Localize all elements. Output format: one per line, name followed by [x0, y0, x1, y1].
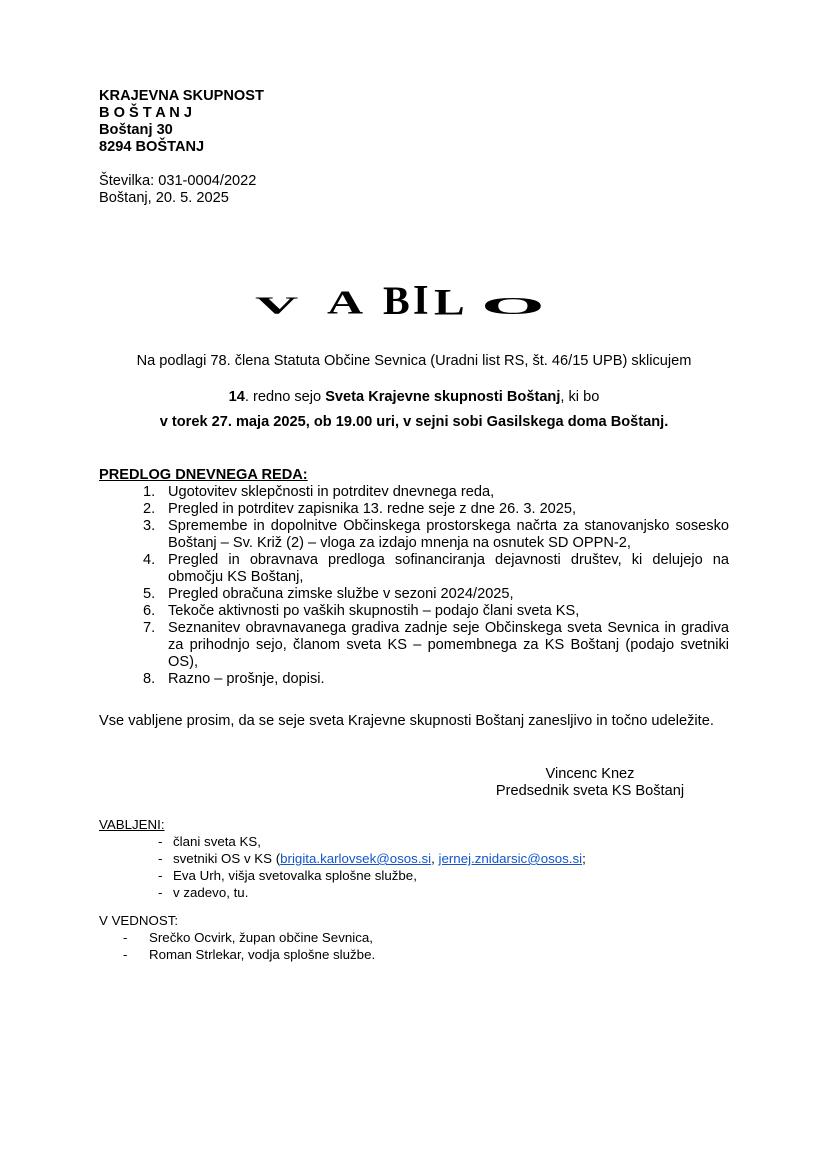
item-number: 5. — [143, 586, 156, 602]
agenda-list — [99, 484, 729, 688]
session-line — [99, 389, 729, 406]
invited-heading: VABLJENI: — [99, 817, 165, 832]
item-number: 4. — [143, 552, 156, 568]
signatory-name: Vincenc Knez — [545, 766, 635, 782]
sender-block — [99, 88, 264, 207]
item-number: 1. — [143, 484, 156, 500]
separator: , — [431, 851, 439, 866]
agenda-item — [99, 671, 729, 688]
item-text: Ugotovitev sklepčnosti in potrditev dnevnega reda, — [168, 484, 495, 500]
agenda — [99, 467, 729, 688]
item-number: 7. — [143, 620, 156, 636]
cc-item — [99, 946, 375, 963]
item-number: 6. — [143, 603, 156, 619]
email-link[interactable]: jernej.znidarsic@osos.si — [438, 851, 583, 866]
agenda-item — [99, 552, 729, 586]
signature-block — [470, 766, 710, 800]
item-text: Razno – prošnje, dopisi. — [168, 671, 325, 687]
agenda-item — [99, 603, 729, 620]
title-letter: O — [481, 292, 545, 320]
org-postal: 8294 BOŠTANJ — [99, 139, 205, 155]
item-text: Pregled obračuna zimske službe v sezoni 2024/2025, — [168, 586, 514, 602]
dash-bullet: - — [123, 947, 128, 962]
title-letter: L — [434, 282, 465, 322]
agenda-item — [99, 484, 729, 501]
intro-line: Na podlagi 78. člena Statuta Občine Sevnica (Uradni list RS, št. 46/15 UPB) sklicujem — [136, 353, 692, 369]
punctuation: ; — [582, 851, 586, 866]
item-text: Tekoče aktivnosti po vaških skupnostih – podajo člani sveta KS, — [168, 603, 580, 619]
title-letter: A — [327, 284, 364, 322]
dash-bullet: - — [158, 885, 163, 900]
agenda-item — [99, 501, 729, 518]
agenda-item — [99, 518, 729, 552]
dash-bullet: - — [123, 930, 128, 945]
org-name: KRAJEVNA SKUPNOST — [99, 88, 264, 104]
title-letter: V — [255, 291, 299, 319]
invited-item — [99, 867, 586, 884]
dash-bullet: - — [158, 834, 163, 849]
title-letter: B — [383, 278, 410, 322]
invited-section — [99, 816, 586, 901]
org-place: B O Š T A N J — [99, 105, 192, 121]
item-text: Spremembe in dopolnitve Občinskega prostorskega načrta za stanovanjsko sosesko Boštanj – Sv. Križ (2) – vloga za izdajo mnenja na osnutek SD OPPN-2, — [168, 518, 729, 551]
title-letter: I — [413, 276, 429, 322]
meeting-datetime-place: v torek 27. maja 2025, ob 19.00 uri, v sejni sobi Gasilskega doma Boštanj. — [159, 414, 669, 430]
item-number: 2. — [143, 501, 156, 517]
session-number: 14 — [228, 389, 245, 405]
cc-section — [99, 912, 375, 963]
item-text: Pregled in obravnava predloga sofinanciranja dejavnosti društev, ki delujejo na območju KS Boštanj, — [168, 552, 729, 585]
invited-text: Eva Urh, višja svetovalka splošne službe, — [173, 868, 417, 883]
item-text: Seznanitev obravnavanega gradiva zadnje seje Občinskega sveta Sevnica in gradiva za prihodnjo sejo, članom sveta KS – pomembnega za KS Boštanj (podajo svetniki OS), — [168, 620, 729, 670]
session-text: . redno sejo — [244, 389, 326, 405]
item-number: 8. — [143, 671, 156, 687]
invited-text: v zadevo, tu. — [173, 885, 249, 900]
email-link[interactable]: brigita.karlovsek@osos.si — [280, 851, 432, 866]
org-address: Boštanj 30 — [99, 122, 173, 138]
cc-list — [99, 929, 375, 963]
cc-item — [99, 929, 375, 946]
invited-item — [99, 833, 586, 850]
invited-text: člani sveta KS, — [173, 834, 261, 849]
council-name: Sveta Krajevne skupnosti Boštanj — [325, 389, 561, 405]
invited-item — [99, 850, 586, 867]
agenda-item — [99, 620, 729, 671]
reference-number: Številka: 031-0004/2022 — [99, 173, 257, 189]
agenda-item — [99, 586, 729, 603]
dash-bullet: - — [158, 851, 163, 866]
closing-paragraph: Vse vabljene prosim, da se seje sveta Krajevne skupnosti Boštanj zanesljivo in točno udeležite. — [99, 713, 714, 729]
place-date: Boštanj, 20. 5. 2025 — [99, 190, 229, 206]
invited-item — [99, 884, 586, 901]
signatory-role: Predsednik sveta KS Boštanj — [495, 783, 685, 799]
invited-text: svetniki OS v KS ( — [173, 851, 281, 866]
agenda-heading: PREDLOG DNEVNEGA REDA: — [99, 467, 308, 483]
invited-list — [99, 833, 586, 901]
session-end: , ki bo — [560, 389, 600, 405]
cc-heading: V VEDNOST: — [99, 913, 179, 928]
document-title — [255, 272, 570, 322]
item-number: 3. — [143, 518, 156, 534]
item-text: Pregled in potrditev zapisnika 13. redne seje z dne 26. 3. 2025, — [168, 501, 577, 517]
spacer — [99, 156, 264, 173]
cc-text: Srečko Ocvirk, župan občine Sevnica, — [149, 930, 373, 945]
dash-bullet: - — [158, 868, 163, 883]
cc-text: Roman Strlekar, vodja splošne službe. — [149, 947, 376, 962]
